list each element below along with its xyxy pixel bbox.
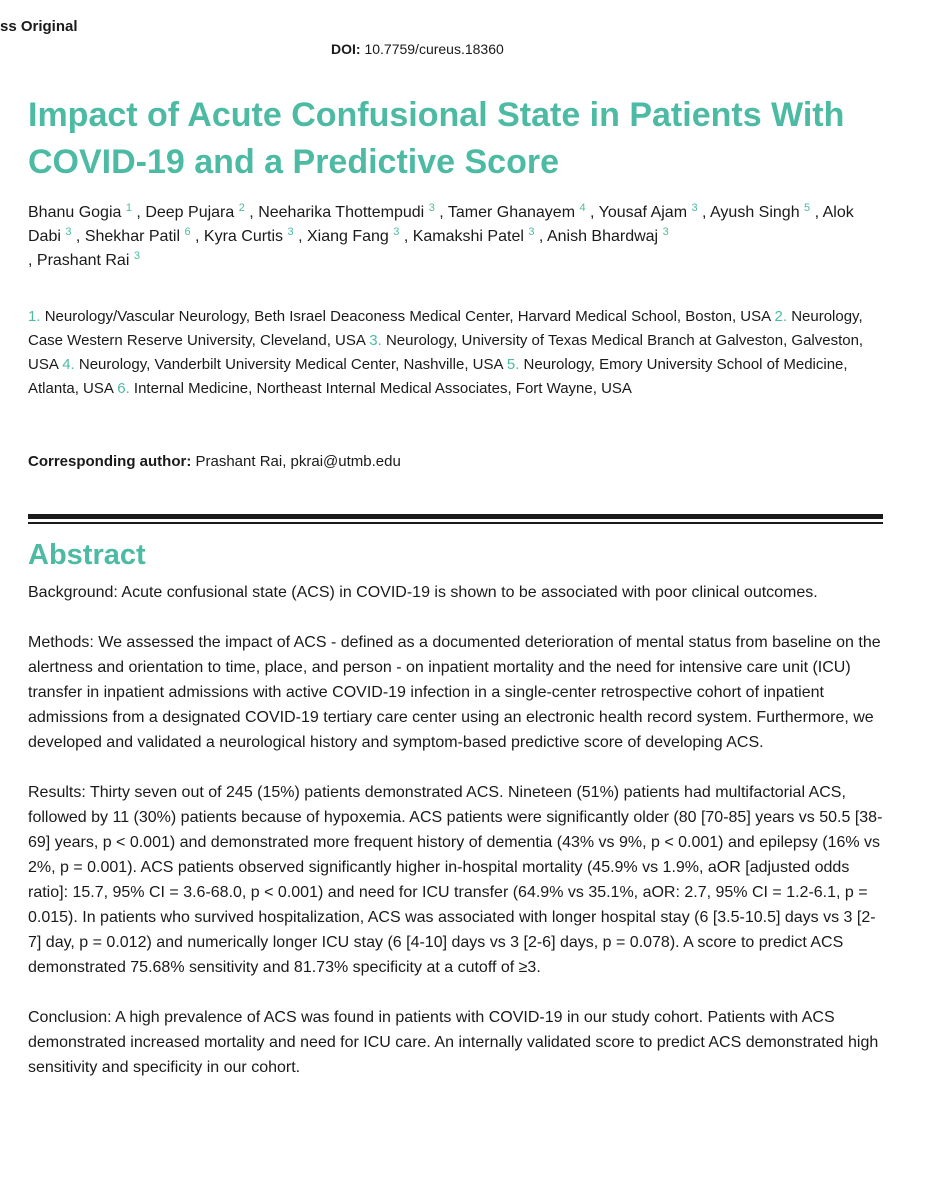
doi-link[interactable]: 10.7759/cureus.18360 (364, 41, 504, 57)
author-name[interactable]: Anish Bhardwaj (546, 228, 659, 245)
doi-label: DOI: (331, 41, 361, 57)
author-list: Bhanu Gogia $^1$ , Deep Pujara $^2$ , Neeharika Thottempudi $^3$ , Tamer Ghanayem $^4$ , Yousaf Ajam $^3$ , Ayush Singh $^5$ , Alok Dabi $^3$ , Shekhar Patil $^6$ , Kyra Curtis $^3$ , Xiang Fang $^3$ , Kamakshi Patel $^3$ , Anish Bhardwaj $^3$ , Prashant Rai $^3$ (28, 202, 854, 269)
abstract-conclusion: Conclusion: A high prevalence of ACS was found in patients with COVID-19 in our study cohort. Patients with ACS demonstrated increased mortality and need for ICU care. An internally validated score to predict ACS demonstrated high sensitivity and specificity in our cohort. (28, 1009, 879, 1076)
affiliation-text: Neurology, Vanderbilt University Medical Center, Nashville, USA (78, 356, 503, 373)
author-name[interactable]: Tamer Ghanayem (447, 204, 576, 221)
author-name[interactable]: Deep Pujara (145, 204, 235, 221)
affiliation-number: 4. (62, 356, 75, 373)
author-name[interactable]: Bhanu Gogia (28, 204, 122, 221)
author-affiliation-ref: 3 (691, 202, 698, 214)
section-divider-thin (28, 522, 883, 524)
author-affiliation-ref: 2 (238, 202, 245, 214)
article-type-badge: ss Original (0, 18, 78, 35)
affiliation-text: Neurology, Emory University School of Medicine, Atlanta, USA (28, 356, 848, 397)
affiliation-number: 1. (28, 308, 41, 325)
affiliation-number: 2. (774, 308, 788, 325)
author-affiliation-ref: 3 (662, 226, 669, 238)
abstract-results: Results: Thirty seven out of 245 (15%) patients demonstrated ACS. Nineteen (51%) patients had multifactorial ACS, followed by 11 (30%) patients because of hypoxemia. ACS patients were significantly older (80 [70-85] years vs 50.5 [38-69] years, p < 0.001) and demonstrated more frequent history of dementia (43% vs 9%, p < 0.001) and epilepsy (16% vs 2%, p = 0.001). ACS patients observed significantly higher in-hospital mortality (45.9% vs 1.9%, aOR [adjusted odds ratio]: 15.7, 95% CI = 3.6-68.0, p < 0.001) and need for ICU transfer (64.9% vs 35.1%, aOR: 2.7, 95% CI = 1.2-6.1, p = 0.015). In patients who survived hospitalization, ACS was associated with longer hospital stay (6 [3.5-10.5] days vs 3 [2-7] day, p = 0.012) and numerically longer ICU stay (6 [4-10] days vs 3 [2-6] days, p = 0.078). A score to predict ACS demonstrated 75.68% sensitivity and 81.73% specificity at a cutoff of ≥3. (28, 784, 883, 976)
abstract-heading: Abstract (28, 539, 146, 571)
affiliation-number: 3. (369, 332, 382, 349)
corresponding-author-value[interactable]: Prashant Rai, pkrai@utmb.edu (195, 453, 401, 470)
author-affiliation-ref: 3 (428, 202, 435, 214)
author-affiliation-ref: 4 (579, 202, 586, 214)
article-title: Impact of Acute Confusional State in Patients With COVID-19 and a Predictive Score (28, 96, 845, 181)
author-affiliation-ref: 6 (184, 226, 191, 238)
author-name[interactable]: Kyra Curtis (203, 228, 284, 245)
affiliation-text: Neurology/Vascular Neurology, Beth Israel Deaconess Medical Center, Harvard Medical School, Boston, USA (44, 308, 771, 325)
author-affiliation-ref: 3 (133, 250, 140, 262)
doi-line (331, 41, 504, 57)
affiliation-text: Neurology, University of Texas Medical Branch at Galveston, Galveston, USA (28, 332, 864, 373)
corresponding-author-label: Corresponding author: (28, 453, 192, 470)
affiliation-number: 6. (117, 380, 130, 397)
author-name[interactable]: Neeharika Thottempudi (258, 204, 425, 221)
author-name[interactable]: Xiang Fang (306, 228, 389, 245)
abstract-body (28, 580, 888, 1105)
affiliation-text: Internal Medicine, Northeast Internal Medical Associates, Fort Wayne, USA (133, 380, 632, 397)
corresponding-author (28, 453, 401, 470)
author-affiliation-ref: 1 (125, 202, 132, 214)
author-name[interactable]: Prashant Rai (36, 252, 130, 269)
author-name[interactable]: Alok Dabi (28, 204, 854, 245)
author-name[interactable]: Yousaf Ajam (598, 204, 688, 221)
author-affiliation-ref: 3 (393, 226, 400, 238)
author-name[interactable]: Shekhar Patil (84, 228, 180, 245)
author-name[interactable]: Kamakshi Patel (412, 228, 524, 245)
affiliation-text: Neurology, Case Western Reserve University, Cleveland, USA (28, 308, 863, 349)
author-affiliation-ref: 3 (287, 226, 294, 238)
affiliation-number: 5. (506, 356, 520, 373)
abstract-methods: Methods: We assessed the impact of ACS - defined as a documented deterioration of mental status from baseline on the alertness and orientation to time, place, and person - on inpatient mortality and the need for intensive care unit (ICU) transfer in inpatient admissions with active COVID-19 infection in a single-center retrospective cohort of inpatient admissions from a designated COVID-19 tertiary care center using an electronic health record system. Furthermore, we developed and validated a neurological history and symptom-based predictive score of developing ACS. (28, 634, 881, 751)
section-divider-thick (28, 514, 883, 519)
author-affiliation-ref: 3 (65, 226, 72, 238)
author-affiliation-ref: 5 (804, 202, 811, 214)
author-affiliation-ref: 3 (528, 226, 535, 238)
abstract-background: Background: Acute confusional state (ACS) in COVID-19 is shown to be associated with poor clinical outcomes. (28, 584, 818, 601)
author-name[interactable]: Ayush Singh (710, 204, 800, 221)
affiliation-list (28, 305, 888, 401)
